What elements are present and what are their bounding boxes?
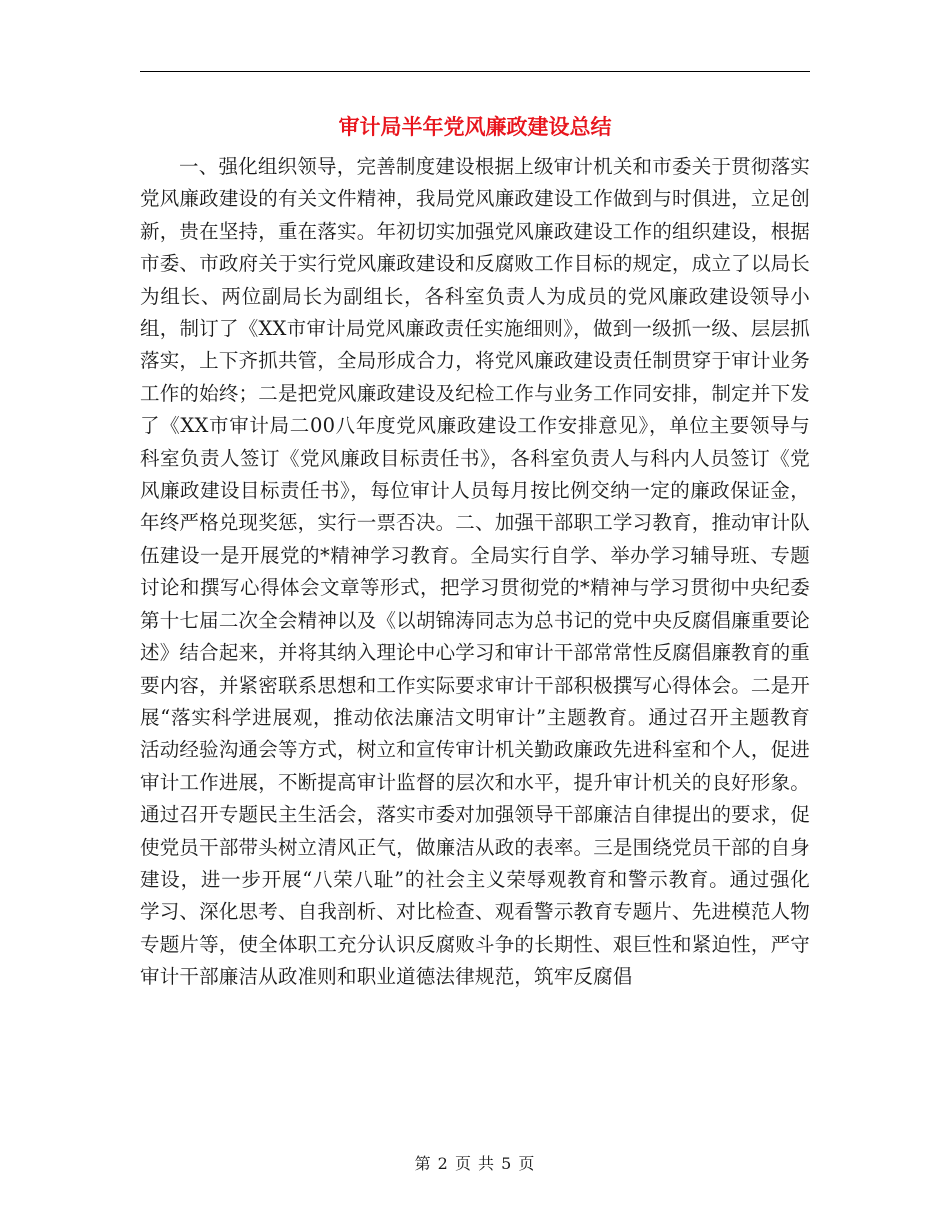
document-body-paragraph: 一、强化组织领导，完善制度建设根据上级审计机关和市委关于贯彻落实党风廉政建设的有关文件精神，我局党风廉政建设工作做到与时俱进，立足创新，贵在坚持，重在落实。年初切实加强党风廉政建设工作的组织建设，根据市委、市政府关于实行党风廉政建设和反腐败工作目标的规定，成立了以局长为组长、两位副局长为副组长，各科室负责人为成员的党风廉政建设领导小组，制订了《XX市审计局党风廉政责任实施细则》，做到一级抓一级、层层抓落实，上下齐抓共管，全局形成合力，将党风廉政建设责任制贯穿于审计业务工作的始终；二是把党风廉政建设及纪检工作与业务工作同安排，制定并下发了《XX市审计局二00八年度党风廉政建设工作安排意见》，单位主要领导与科室负责人签订《党风廉政目标责任书》，各科室负责人与科内人员签订《党风廉政建设目标责任书》，每位审计人员每月按比例交纳一定的廉政保证金，年终严格兑现奖惩，实行一票否决。二、加强干部职工学习教育，推动审计队伍建设一是开展党的*精神学习教育。全局实行自学、举办学习辅导班、专题讨论和撰写心得体会文章等形式，把学习贯彻党的*精神与学习贯彻中央纪委第十七届二次全会精神以及《以胡锦涛同志为总书记的党中央反腐倡廉重要论述》结合起来，并将其纳入理论中心学习和审计干部常常性反腐倡廉教育的重要内容，并紧密联系思想和工作实际要求审计干部积极撰写心得体会。二是开展“落实科学进展观，推动依法廉洁文明审计”主题教育。通过召开主题教育活动经验沟通会等方式，树立和宣传审计机关勤政廉政先进科室和个人，促进审计工作进展，不断提高审计监督的层次和水平，提升审计机关的良好形象。通过召开专题民主生活会，落实市委对加强领导干部廉洁自律提出的要求，促使党员干部带头树立清风正气，做廉洁从政的表率。三是围绕党员干部的自身建设，进一步开展“八荣八耻”的社会主义荣辱观教育和警示教育。通过强化学习、深化思考、自我剖析、对比检查、观看警示教育专题片、先进模范人物专题片等，使全体职工充分认识反腐败斗争的长期性、艰巨性和紧迫性，严守审计干部廉洁从政准则和职业道德法律规范，筑牢反腐倡 [140, 155, 810, 989]
page-number-footer: 第 2 页 共 5 页 [414, 1154, 536, 1173]
header-rule [140, 71, 810, 72]
document-title: 审计局半年党风廉政建设总结 [338, 114, 612, 139]
